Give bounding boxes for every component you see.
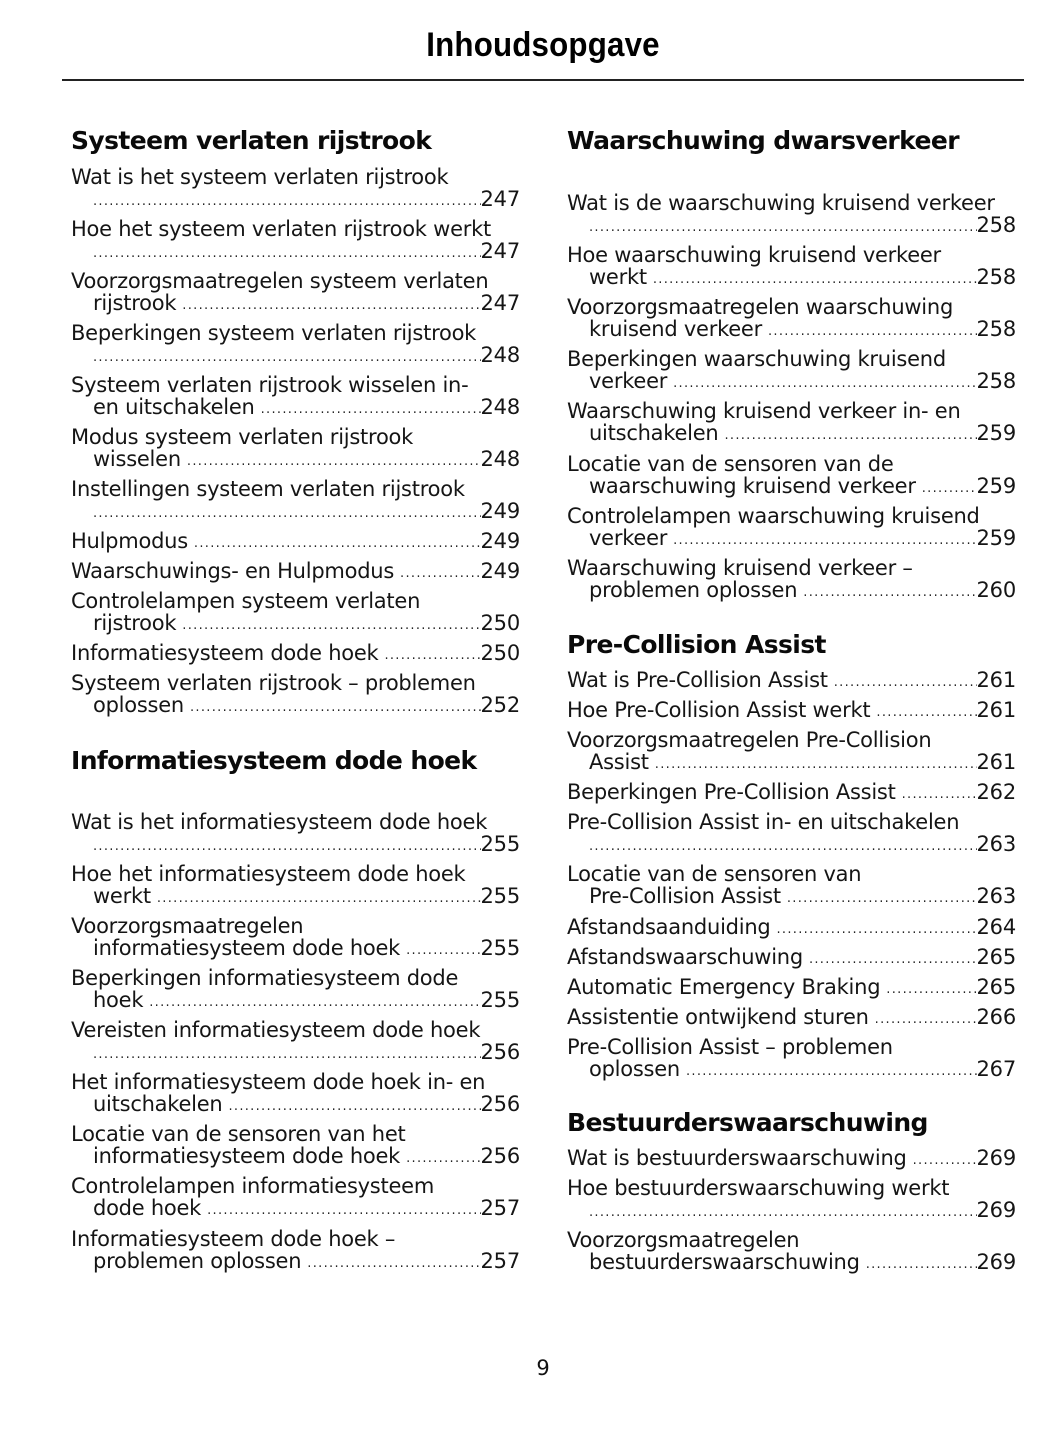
entry-title: Wat is Pre-Collision Assist bbox=[567, 668, 828, 692]
toc-entry[interactable] bbox=[567, 296, 1016, 340]
section-heading-systeem-verlaten-rijstrook: Systeem verlaten rijstrook bbox=[71, 126, 432, 155]
entry-title: Hoe waarschuwing kruisend verkeer bbox=[567, 243, 941, 267]
toc-entry[interactable] bbox=[567, 557, 1016, 601]
dot-leader bbox=[93, 836, 481, 858]
dot-leader bbox=[187, 451, 481, 473]
toc-entry[interactable] bbox=[567, 916, 1016, 938]
entry-title: Beperkingen waarschuwing kruisend bbox=[567, 347, 946, 371]
section-heading-pre-collision-assist: Pre-Collision Assist bbox=[567, 630, 826, 659]
page-title: Inhoudsopgave bbox=[426, 26, 660, 64]
dot-leader bbox=[834, 672, 977, 694]
toc-entry[interactable] bbox=[71, 560, 520, 582]
toc-entry[interactable] bbox=[567, 976, 1016, 998]
entry-title: Voorzorgsmaatregelen bbox=[567, 1228, 800, 1252]
entry-title: Afstandsaanduiding bbox=[567, 915, 771, 939]
dot-leader bbox=[93, 1044, 481, 1066]
entry-title: Vereisten informatiesysteem dode hoek bbox=[71, 1018, 481, 1042]
entry-page-number: 255 bbox=[480, 832, 520, 856]
entry-title: Modus systeem verlaten rijstrook bbox=[71, 425, 414, 449]
toc-entry[interactable] bbox=[71, 967, 520, 1011]
entry-page-number: 261 bbox=[976, 668, 1016, 692]
entry-title: Automatic Emergency Braking bbox=[567, 975, 881, 999]
entry-title: Wat is het informatiesysteem dode hoek bbox=[71, 810, 488, 834]
entry-title-continued: werkt bbox=[93, 884, 151, 908]
section-heading-waarschuwing-dwarsverkeer: Waarschuwing dwarsverkeer bbox=[567, 126, 959, 155]
toc-entry[interactable] bbox=[71, 672, 520, 716]
entry-page-number: 256 bbox=[480, 1040, 520, 1064]
entry-page-number: 259 bbox=[976, 421, 1016, 445]
entry-title: Waarschuwing kruisend verkeer in- en bbox=[567, 399, 961, 423]
entry-title: Het informatiesysteem dode hoek in- en bbox=[71, 1070, 486, 1094]
entry-page-number: 261 bbox=[976, 698, 1016, 722]
toc-entry[interactable] bbox=[567, 1006, 1016, 1028]
dot-leader bbox=[182, 615, 480, 637]
entry-title: Controlelampen informatiesysteem bbox=[71, 1174, 435, 1198]
entry-title: Voorzorgsmaatregelen bbox=[71, 914, 304, 938]
dot-leader bbox=[787, 888, 977, 910]
entry-title-continued: Assist bbox=[589, 750, 649, 774]
entry-page-number: 247 bbox=[480, 187, 520, 211]
entry-page-number: 258 bbox=[976, 369, 1016, 393]
entry-page-number: 261 bbox=[976, 750, 1016, 774]
toc-entry[interactable] bbox=[71, 1019, 520, 1063]
entry-title: Hoe Pre-Collision Assist werkt bbox=[567, 698, 871, 722]
toc-entry[interactable] bbox=[71, 1228, 520, 1272]
entry-page-number: 257 bbox=[480, 1249, 520, 1273]
toc-entry[interactable] bbox=[567, 863, 1016, 907]
dot-leader bbox=[261, 399, 481, 421]
entry-title: Assistentie ontwijkend sturen bbox=[567, 1005, 869, 1029]
entry-title: Beperkingen Pre-Collision Assist bbox=[567, 780, 896, 804]
toc-entry[interactable] bbox=[567, 811, 1016, 855]
entry-title: Locatie van de sensoren van bbox=[567, 862, 862, 886]
entry-title-continued: verkeer bbox=[589, 526, 668, 550]
entry-title-continued: oplossen bbox=[93, 693, 184, 717]
entry-title: Hoe bestuurderswaarschuwing werkt bbox=[567, 1176, 950, 1200]
entry-title: Informatiesysteem dode hoek – bbox=[71, 1227, 396, 1251]
toc-entry[interactable] bbox=[71, 642, 520, 664]
entry-page-number: 267 bbox=[976, 1057, 1016, 1081]
dot-leader bbox=[190, 697, 481, 719]
dot-leader bbox=[400, 563, 480, 585]
entry-page-number: 258 bbox=[976, 213, 1016, 237]
entry-title: Instellingen systeem verlaten rijstrook bbox=[71, 477, 465, 501]
entry-title: Controlelampen systeem verlaten bbox=[71, 589, 421, 613]
entry-title: Systeem verlaten rijstrook wisselen in- bbox=[71, 373, 469, 397]
entry-title-continued: verkeer bbox=[589, 369, 668, 393]
entry-title-continued: informatiesysteem dode hoek bbox=[93, 936, 401, 960]
dot-leader bbox=[589, 217, 977, 239]
dot-leader bbox=[182, 295, 480, 317]
entry-title: Wat is het systeem verlaten rijstrook bbox=[71, 165, 449, 189]
dot-leader bbox=[655, 754, 977, 776]
entry-title: Beperkingen informatiesysteem dode bbox=[71, 966, 459, 990]
dot-leader bbox=[922, 478, 977, 500]
entry-page-number: 264 bbox=[976, 915, 1016, 939]
toc-entry[interactable] bbox=[71, 1123, 520, 1167]
entry-title: Voorzorgsmaatregelen systeem verlaten bbox=[71, 269, 489, 293]
toc-entry[interactable] bbox=[71, 270, 520, 314]
entry-page-number: 269 bbox=[976, 1146, 1016, 1170]
entry-title: Hulpmodus bbox=[71, 529, 188, 553]
toc-entry[interactable] bbox=[567, 1229, 1016, 1273]
toc-entry[interactable] bbox=[567, 1177, 1016, 1221]
entry-page-number: 250 bbox=[480, 611, 520, 635]
entry-title: Wat is de waarschuwing kruisend verkeer bbox=[567, 191, 995, 215]
dot-leader bbox=[93, 191, 481, 213]
dot-leader bbox=[776, 919, 976, 941]
dot-leader bbox=[653, 269, 977, 291]
section-heading-informatiesysteem-dode-hoek: Informatiesysteem dode hoek bbox=[71, 746, 477, 775]
entry-title-continued: dode hoek bbox=[93, 1196, 202, 1220]
dot-leader bbox=[902, 784, 977, 806]
entry-title: Voorzorgsmaatregelen Pre-Collision bbox=[567, 728, 932, 752]
entry-title: Afstandswaarschuwing bbox=[567, 945, 803, 969]
entry-page-number: 269 bbox=[976, 1250, 1016, 1274]
entry-title-continued: kruisend verkeer bbox=[589, 317, 762, 341]
dot-leader bbox=[768, 321, 977, 343]
entry-title-continued: Pre-Collision Assist bbox=[589, 884, 781, 908]
dot-leader bbox=[803, 582, 976, 604]
entry-page-number: 269 bbox=[976, 1198, 1016, 1222]
dot-leader bbox=[886, 979, 976, 1001]
entry-title: Waarschuwing kruisend verkeer – bbox=[567, 556, 913, 580]
entry-title-continued: uitschakelen bbox=[589, 421, 719, 445]
entry-page-number: 260 bbox=[976, 578, 1016, 602]
toc-entry[interactable] bbox=[567, 699, 1016, 721]
entry-page-number: 248 bbox=[480, 447, 520, 471]
toc-entry[interactable] bbox=[71, 811, 520, 855]
entry-page-number: 255 bbox=[480, 884, 520, 908]
dot-leader bbox=[406, 1148, 480, 1170]
entry-title-continued: wisselen bbox=[93, 447, 181, 471]
entry-page-number: 247 bbox=[480, 291, 520, 315]
entry-title: Wat is bestuurderswaarschuwing bbox=[567, 1146, 907, 1170]
toc-entry[interactable] bbox=[71, 1071, 520, 1115]
toc-entry[interactable] bbox=[71, 166, 520, 210]
dot-leader bbox=[149, 992, 480, 1014]
dot-leader bbox=[589, 1202, 977, 1224]
entry-page-number: 248 bbox=[480, 343, 520, 367]
toc-entry[interactable] bbox=[71, 530, 520, 552]
dot-leader bbox=[673, 373, 976, 395]
entry-title-continued: problemen oplossen bbox=[589, 578, 798, 602]
toc-entry[interactable] bbox=[71, 218, 520, 262]
dot-leader bbox=[686, 1061, 977, 1083]
entry-title-continued: werkt bbox=[589, 265, 647, 289]
entry-title: Hoe het systeem verlaten rijstrook werkt bbox=[71, 217, 492, 241]
entry-title: Locatie van de sensoren van het bbox=[71, 1122, 406, 1146]
entry-page-number: 249 bbox=[480, 559, 520, 583]
entry-page-number: 257 bbox=[480, 1196, 520, 1220]
toc-entry[interactable] bbox=[71, 478, 520, 522]
entry-title: Beperkingen systeem verlaten rijstrook bbox=[71, 321, 477, 345]
toc-entry[interactable] bbox=[567, 348, 1016, 392]
entry-page-number: 263 bbox=[976, 832, 1016, 856]
dot-leader bbox=[157, 888, 481, 910]
entry-title-continued: oplossen bbox=[589, 1057, 680, 1081]
entry-page-number: 263 bbox=[976, 884, 1016, 908]
toc-entry[interactable] bbox=[567, 1036, 1016, 1080]
entry-title-continued: rijstrook bbox=[93, 611, 177, 635]
entry-page-number: 262 bbox=[976, 780, 1016, 804]
entry-page-number: 248 bbox=[480, 395, 520, 419]
entry-title-continued: bestuurderswaarschuwing bbox=[589, 1250, 860, 1274]
entry-page-number: 250 bbox=[480, 641, 520, 665]
page-number: 9 bbox=[536, 1356, 550, 1380]
entry-title-continued: en uitschakelen bbox=[93, 395, 255, 419]
toc-entry[interactable] bbox=[567, 192, 1016, 236]
dot-leader bbox=[307, 1253, 480, 1275]
dot-leader bbox=[809, 949, 977, 971]
entry-page-number: 255 bbox=[480, 988, 520, 1012]
entry-page-number: 266 bbox=[976, 1005, 1016, 1029]
dot-leader bbox=[228, 1096, 480, 1118]
entry-page-number: 249 bbox=[480, 529, 520, 553]
entry-title: Waarschuwings- en Hulpmodus bbox=[71, 559, 395, 583]
entry-title: Pre-Collision Assist in- en uitschakelen bbox=[567, 810, 960, 834]
entry-page-number: 249 bbox=[480, 499, 520, 523]
entry-page-number: 252 bbox=[480, 693, 520, 717]
entry-page-number: 258 bbox=[976, 265, 1016, 289]
entry-page-number: 259 bbox=[976, 526, 1016, 550]
dot-leader bbox=[384, 645, 480, 667]
dot-leader bbox=[93, 243, 481, 265]
entry-title: Controlelampen waarschuwing kruisend bbox=[567, 504, 980, 528]
entry-title: Locatie van de sensoren van de bbox=[567, 452, 894, 476]
toc-entry[interactable] bbox=[567, 244, 1016, 288]
toc-entry[interactable] bbox=[567, 505, 1016, 549]
entry-title: Systeem verlaten rijstrook – problemen bbox=[71, 671, 476, 695]
toc-entry[interactable] bbox=[567, 946, 1016, 968]
section-heading-bestuurderswaarschuwing: Bestuurderswaarschuwing bbox=[567, 1108, 928, 1137]
entry-page-number: 265 bbox=[976, 945, 1016, 969]
entry-page-number: 258 bbox=[976, 317, 1016, 341]
toc-entry[interactable] bbox=[71, 1175, 520, 1219]
toc-entry[interactable] bbox=[567, 781, 1016, 803]
entry-page-number: 259 bbox=[976, 474, 1016, 498]
entry-title-continued: uitschakelen bbox=[93, 1092, 223, 1116]
dot-leader bbox=[207, 1200, 480, 1222]
entry-page-number: 256 bbox=[480, 1092, 520, 1116]
entry-page-number: 247 bbox=[480, 239, 520, 263]
toc-entry[interactable] bbox=[567, 400, 1016, 444]
toc-entry[interactable] bbox=[71, 426, 520, 470]
entry-page-number: 265 bbox=[976, 975, 1016, 999]
entry-title-continued: waarschuwing kruisend verkeer bbox=[589, 474, 916, 498]
entry-title-continued: rijstrook bbox=[93, 291, 177, 315]
toc-entry[interactable] bbox=[71, 374, 520, 418]
toc-entry[interactable] bbox=[567, 669, 1016, 691]
dot-leader bbox=[673, 530, 976, 552]
entry-title-continued: hoek bbox=[93, 988, 144, 1012]
dot-leader bbox=[866, 1254, 977, 1276]
entry-title: Hoe het informatiesysteem dode hoek bbox=[71, 862, 466, 886]
title-divider bbox=[62, 79, 1024, 81]
dot-leader bbox=[93, 347, 481, 369]
entry-title: Voorzorgsmaatregelen waarschuwing bbox=[567, 295, 954, 319]
dot-leader bbox=[875, 1009, 977, 1031]
dot-leader bbox=[589, 836, 977, 858]
dot-leader bbox=[913, 1150, 977, 1172]
toc-entry[interactable] bbox=[567, 453, 1016, 497]
dot-leader bbox=[194, 533, 481, 555]
toc-entry[interactable] bbox=[71, 590, 520, 634]
entry-title: Informatiesysteem dode hoek bbox=[71, 641, 379, 665]
entry-page-number: 255 bbox=[480, 936, 520, 960]
toc-entry[interactable] bbox=[71, 322, 520, 366]
toc-entry[interactable] bbox=[71, 863, 520, 907]
toc-entry[interactable] bbox=[567, 729, 1016, 773]
entry-title-continued: problemen oplossen bbox=[93, 1249, 302, 1273]
dot-leader bbox=[406, 940, 480, 962]
toc-entry[interactable] bbox=[71, 915, 520, 959]
dot-leader bbox=[876, 702, 976, 724]
toc-entry[interactable] bbox=[567, 1147, 1016, 1169]
entry-title: Pre-Collision Assist – problemen bbox=[567, 1035, 893, 1059]
entry-page-number: 256 bbox=[480, 1144, 520, 1168]
dot-leader bbox=[93, 503, 481, 525]
entry-title-continued: informatiesysteem dode hoek bbox=[93, 1144, 401, 1168]
dot-leader bbox=[724, 425, 976, 447]
